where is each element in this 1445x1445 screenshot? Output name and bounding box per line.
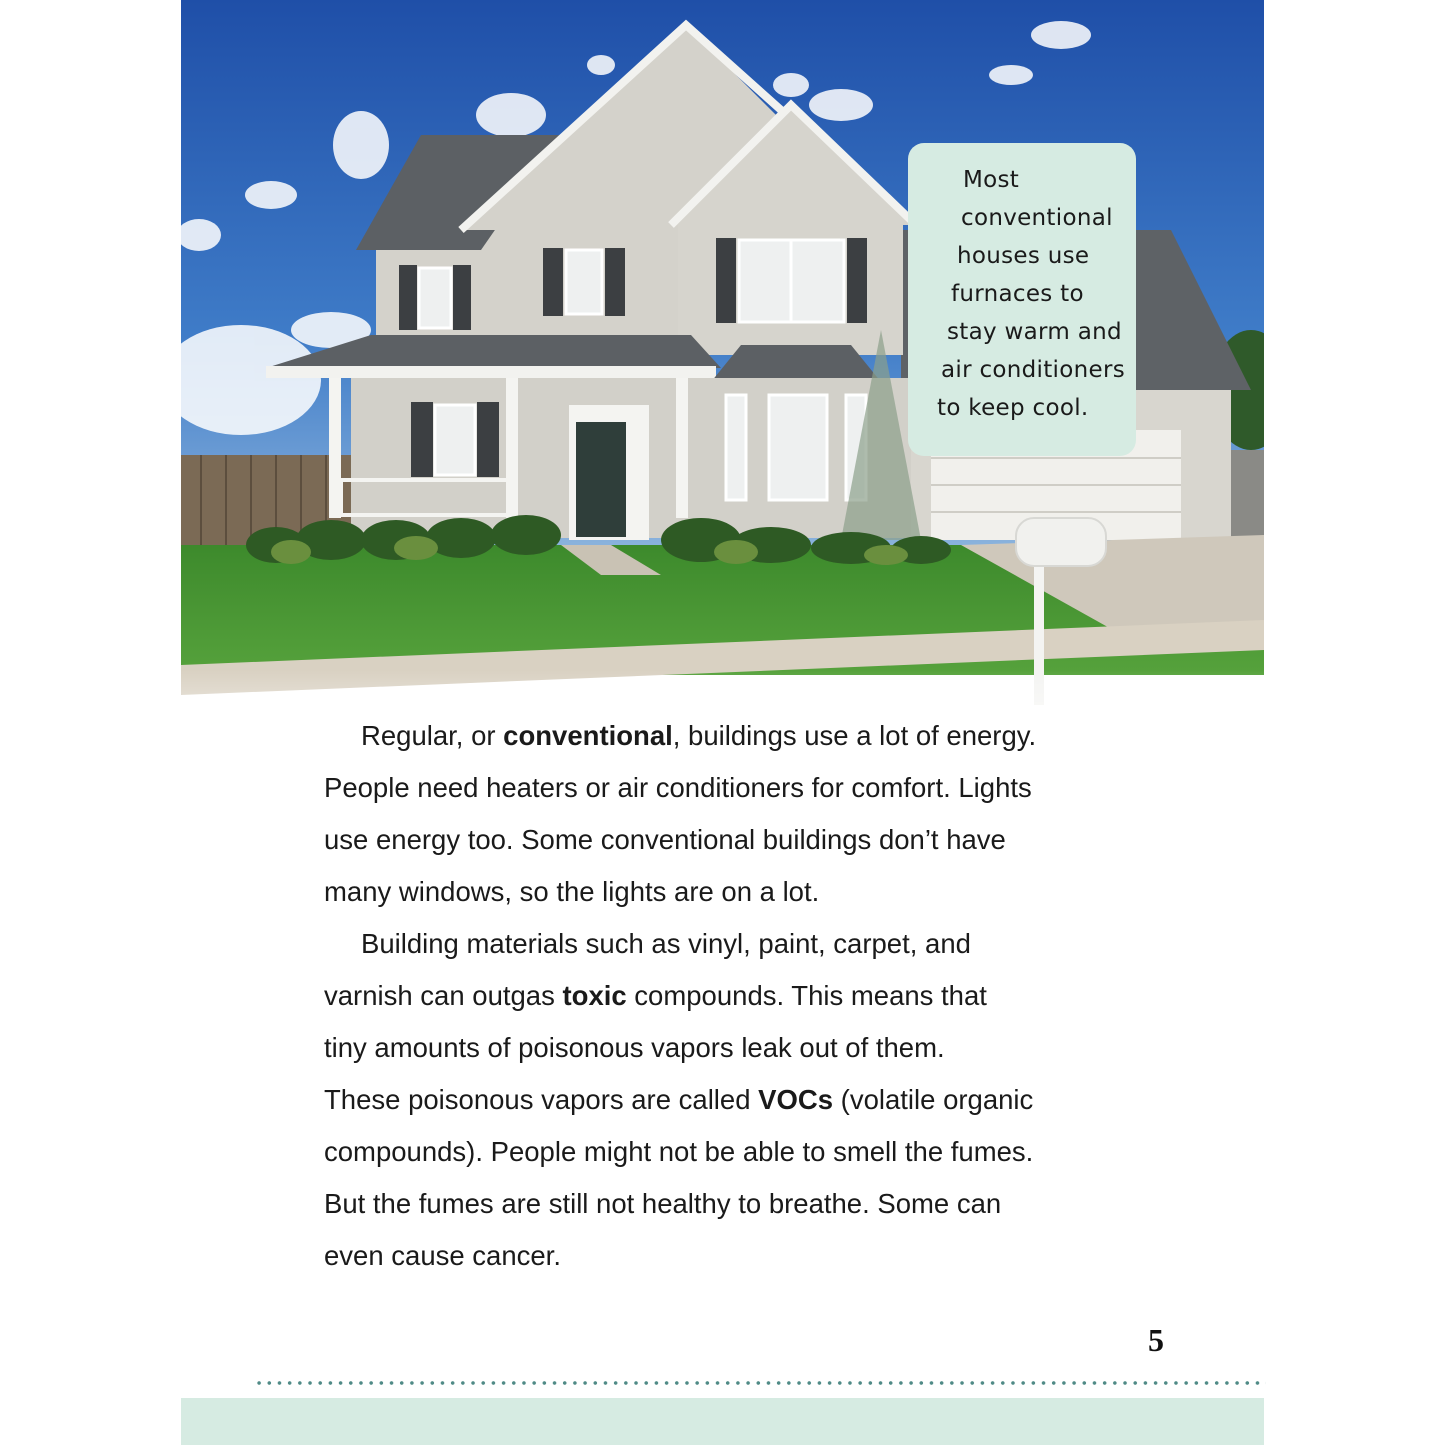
footer-band [181,1398,1264,1445]
paragraph-2-line: These poisonous vapors are called VOCs (volatile organic [324,1084,1034,1115]
callout-line: furnaces to [951,281,1084,307]
paragraph-2-line: But the fumes are still not healthy to breathe. Some can [324,1188,1002,1219]
paragraph-2-line: compounds). People might not be able to smell the fumes. [324,1136,1034,1167]
term-vocs: VOCs [758,1084,834,1115]
paragraph-2-line: varnish can outgas toxic compounds. This means that [324,980,987,1011]
callout-line: houses use [957,243,1090,269]
body-text [324,710,1144,1282]
paragraph-1-line: many windows, so the lights are on a lot. [324,876,820,907]
paragraph-2-line: tiny amounts of poisonous vapors leak out of them. [324,1032,945,1063]
callout-line: stay warm and [947,319,1122,345]
dotted-divider [254,1380,1266,1386]
callout-bubble [908,143,1136,456]
term-toxic: toxic [562,980,627,1011]
callout-text [916,161,1128,427]
paragraph-2-line: Building materials such as vinyl, paint, carpet, and [361,928,971,959]
paragraph-1-line: use energy too. Some conventional buildings don’t have [324,824,1006,855]
paragraph-2-line: even cause cancer. [324,1240,561,1271]
callout-line: to keep cool. [937,395,1089,421]
term-conventional: conventional [503,720,673,751]
page-number: 5 [1148,1322,1164,1358]
callout-line: air conditioners [941,357,1125,383]
paragraph-1-line: People need heaters or air conditioners for comfort. Lights [324,772,1032,803]
paragraph-1-line: Regular, or conventional, buildings use a lot of energy. [361,720,1037,751]
callout-line: Most [963,167,1020,193]
callout-line: conventional [961,205,1113,231]
